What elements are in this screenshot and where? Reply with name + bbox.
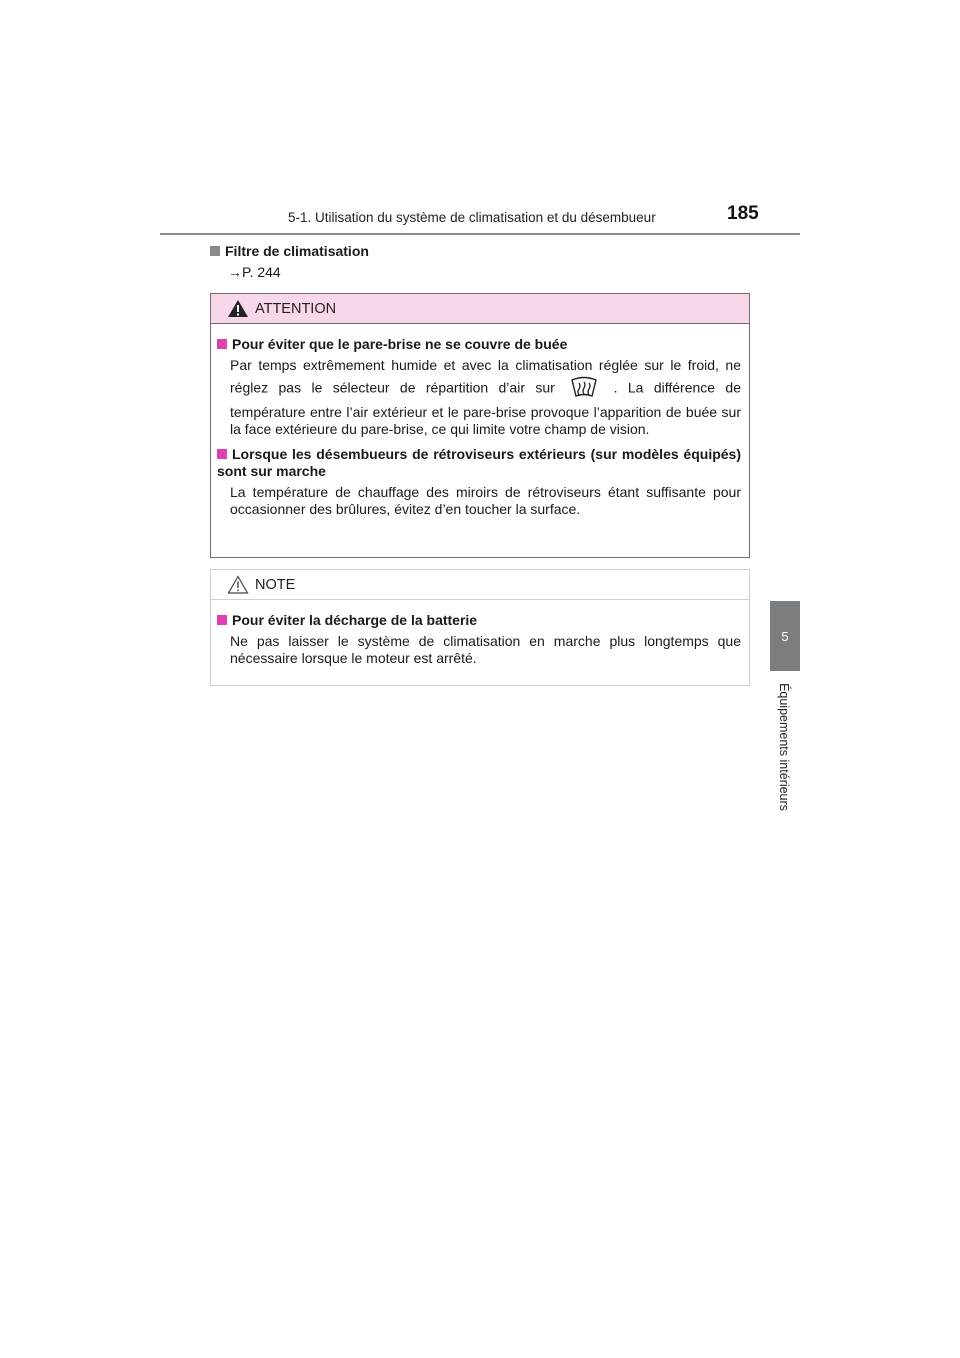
section-heading [210, 243, 369, 259]
section-reference-link[interactable]: →P. 244 [228, 264, 281, 280]
attention-title: ATTENTION [255, 300, 337, 317]
attention-item-text: La température de chauffage des miroirs de rétroviseurs étant suffisante pour occasionner des brûlures, évitez d’en toucher la surface. [230, 484, 741, 517]
chapter-number: 5 [781, 628, 789, 644]
attention-text-after-icon: . La différence de température entre l’air extérieur et le pare-brise provoque l’apparition de buée sur la face extérieure du pare-brise, ce qui limite votre champ de vision. [230, 379, 742, 437]
attention-item [217, 336, 741, 438]
note-item-text: Ne pas laisser le système de climatisation en marche plus longtemps que nécessaire lorsque le moteur est arrêté. [230, 633, 741, 666]
header-divider [160, 233, 800, 235]
attention-body [211, 324, 749, 518]
page-number: 185 [727, 203, 759, 224]
note-item-title [217, 612, 741, 629]
header-title: 5-1. Utilisation du système de climatisation et du désembueur [288, 210, 656, 225]
attention-header [211, 294, 749, 324]
attention-item-title [217, 336, 741, 353]
attention-box [210, 293, 750, 558]
note-item [217, 612, 741, 667]
pink-bullet-icon [217, 449, 227, 459]
attention-item-text [217, 357, 741, 438]
square-bullet-icon [210, 246, 220, 256]
note-title: NOTE [255, 576, 296, 593]
chapter-label: Équipements intérieurs [777, 683, 791, 811]
note-box [210, 569, 750, 686]
note-body [211, 600, 749, 667]
pink-bullet-icon [217, 615, 227, 625]
section-heading-text: Filtre de climatisation [225, 243, 369, 259]
warning-triangle-icon [227, 299, 249, 318]
pink-bullet-icon [217, 339, 227, 349]
note-item-title-text: Pour éviter la décharge de la batterie [232, 612, 478, 628]
caution-outline-icon [227, 575, 249, 594]
chapter-tab[interactable] [770, 601, 800, 671]
attention-item-title-text: Pour éviter que le pare-brise ne se couvre de buée [232, 336, 568, 352]
attention-item [217, 446, 741, 518]
attention-text-before-icon: Par temps extrêmement humide et avec la climatisation réglée sur le froid, ne réglez pas le sélecteur de répartition d’air sur [230, 357, 741, 396]
attention-item-title [217, 446, 741, 480]
note-header [211, 570, 749, 600]
windshield-defroster-icon [569, 374, 599, 404]
attention-item-title-text: Lorsque les désembueurs de rétroviseurs extérieurs (sur modèles équipés) sont sur marche [217, 446, 741, 479]
